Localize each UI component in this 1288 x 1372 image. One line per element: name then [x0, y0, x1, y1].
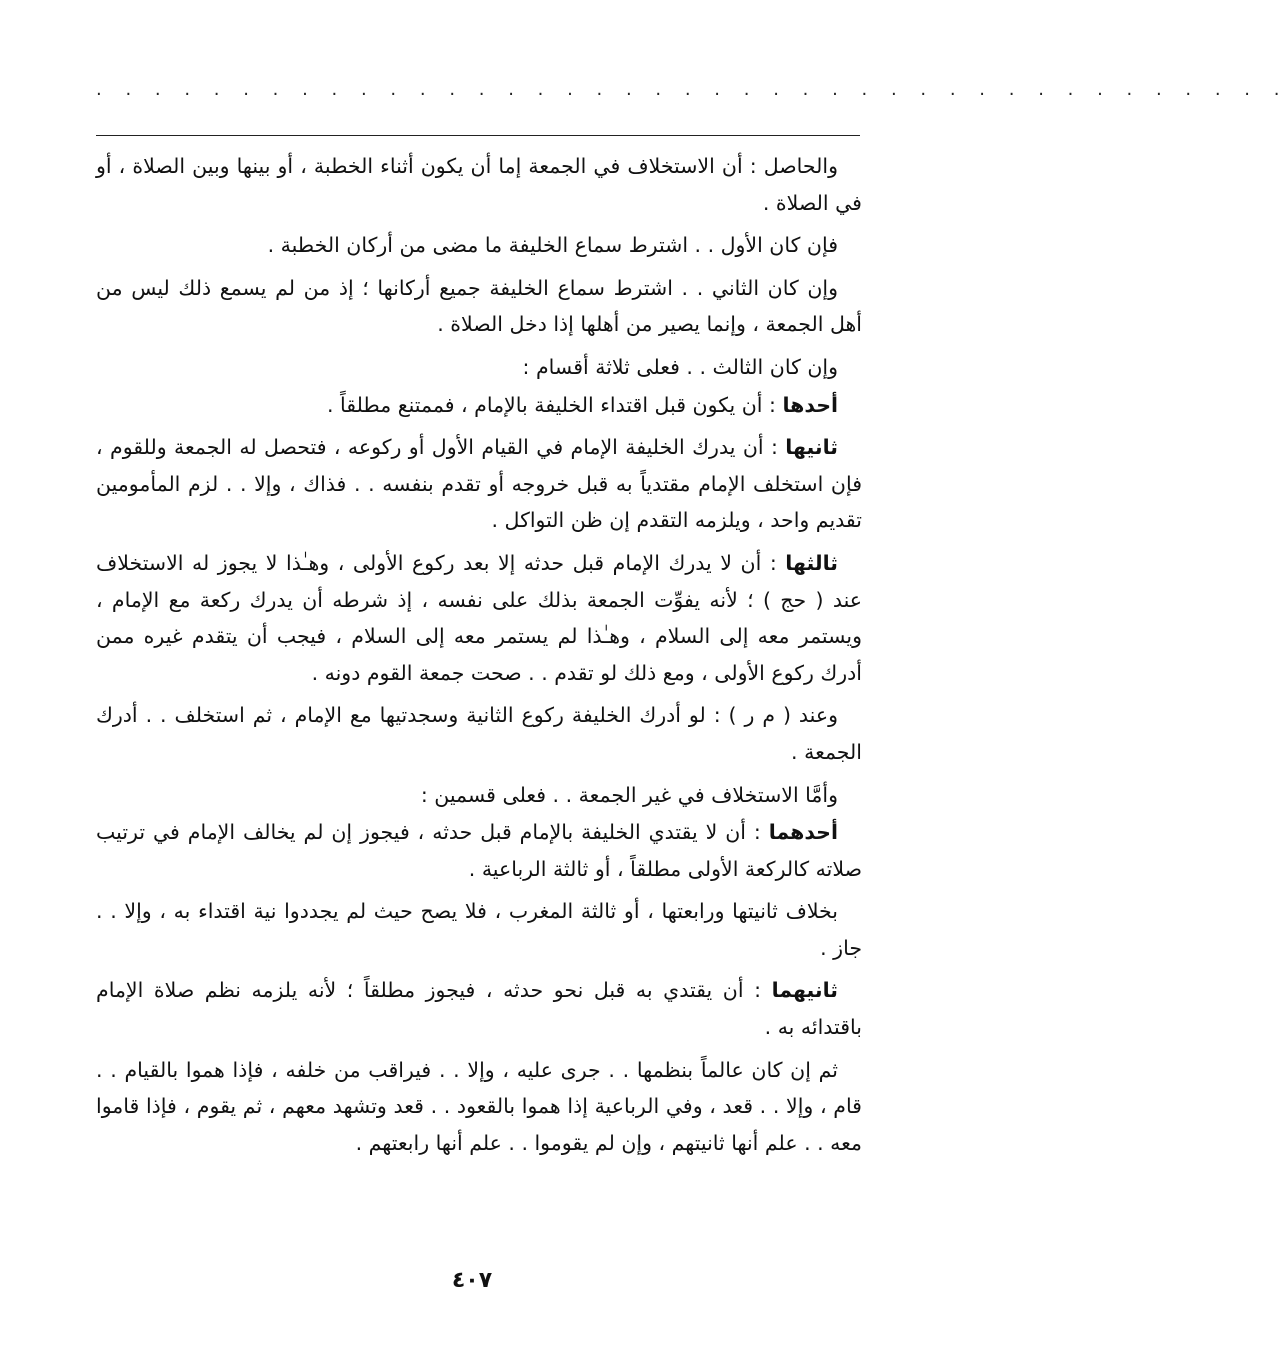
paragraph-text: وعند ( م ر ) : لو أدرك الخليفة ركوع الثانية وسجدتيها مع الإمام ، ثم استخلف . . أدرك الجمعة . [96, 703, 862, 764]
paragraph-text: بخلاف ثانيتها ورابعتها ، أو ثالثة المغرب ، فلا يصح حيث لم يجددوا نية اقتداء به ، وإلا . . جاز . [96, 899, 862, 960]
paragraph-text: : أن لا يقتدي الخليفة بالإمام قبل حدثه ، فيجوز إن لم يخالف الإمام في ترتيب صلاته كالركعة الأولى مطلقاً ، أو ثالثة الرباعية . [96, 820, 862, 881]
paragraph-text: وأمَّا الاستخلاف في غير الجمعة . . فعلى قسمين : [420, 782, 838, 807]
paragraph-lead: ثانيهما [771, 978, 838, 1003]
paragraph-3 [96, 270, 862, 343]
paragraph-lead: أحدهما [768, 820, 838, 845]
paragraph-10 [96, 814, 862, 887]
paragraph-4 [96, 349, 862, 386]
header-rule [96, 135, 860, 136]
paragraph-2 [96, 227, 862, 264]
paragraph-text: : أن يدرك الخليفة الإمام في القيام الأول أو ركوعه ، فتحصل له الجمعة وللقوم ، فإن استخلف الإمام مقتدياً به قبل خروجه أو تقدم بنفسه . . فذاك ، وإلا . . لزم المأمومين تقديم واحد ، ويلزمه التقدم إن ظن التواكل . [96, 435, 862, 533]
paragraph-9 [96, 777, 862, 814]
paragraph-text: ثم إن كان عالماً بنظمها . . جرى عليه ، وإلا . . فيراقب من خلفه ، فإذا هموا بالقيام . . قام ، وإلا . . قعد ، وفي الرباعية إذا هموا بالقعود . . قعد وتشهد معهم ، ثم يقوم ، فإذا قاموا معه . . علم أنها ثانيتهم ، وإن لم يقوموا . . علم أنها رابعتهم . [96, 1057, 862, 1155]
paragraph-text: والحاصل : أن الاستخلاف في الجمعة إما أن يكون أثناء الخطبة ، أو بينها وبين الصلاة ، أو في الصلاة . [96, 154, 862, 215]
paragraph-1 [96, 148, 862, 221]
paragraph-text: وإن كان الثاني . . اشترط سماع الخليفة جميع أركانها ؛ إذ من لم يسمع ذلك ليس من أهل الجمعة ، وإنما يصير من أهلها إذا دخل الصلاة . [96, 275, 862, 337]
paragraph-lead: أحدها [782, 392, 838, 417]
paragraph-11 [96, 893, 862, 966]
paragraph-6 [96, 429, 862, 539]
paragraph-text: : أن يكون قبل اقتداء الخليفة بالإمام ، فممتنع مطلقاً . [326, 392, 783, 417]
paragraph-lead: ثانيها [785, 435, 838, 460]
header-dotted-line: · · · · · · · · · · · · · · · · · · · · · · · · · · · · · · · · · · · · · · · · · [96, 84, 1288, 105]
paragraph-5 [96, 387, 862, 424]
paragraph-text: : أن يقتدي به قبل نحو حدثه ، فيجوز مطلقاً ؛ لأنه يلزمه نظم صلاة الإمام باقتدائه به . [96, 978, 862, 1040]
paragraph-13 [96, 1052, 862, 1162]
paragraph-8 [96, 697, 862, 770]
paragraph-text: : أن لا يدرك الإمام قبل حدثه إلا بعد ركوع الأولى ، وهـٰذا لا يجوز له الاستخلاف عند ( حج ) ؛ لأنه يفوِّت الجمعة بذلك على نفسه ، إذ شرطه أن يدرك ركعة مع الإمام ، ويستمر معه إلى السلام ، وهـٰذا لم يستمر معه إلى السلام ، فيجب أن يتقدم غيره ممن أدرك ركوع الأولى ، ومع ذلك لو تقدم . . صحت جمعة القوم دونه . [96, 550, 862, 685]
paragraph-7 [96, 545, 862, 691]
page-body [96, 148, 862, 1167]
page-number: ٤٠٧ [451, 1268, 493, 1293]
paragraph-text: وإن كان الثالث . . فعلى ثلاثة أقسام : [522, 354, 838, 379]
paragraph-lead: ثالثها [785, 550, 838, 575]
paragraph-text: فإن كان الأول . . اشترط سماع الخليفة ما مضى من أركان الخطبة . [267, 233, 838, 258]
paragraph-12 [96, 972, 862, 1045]
